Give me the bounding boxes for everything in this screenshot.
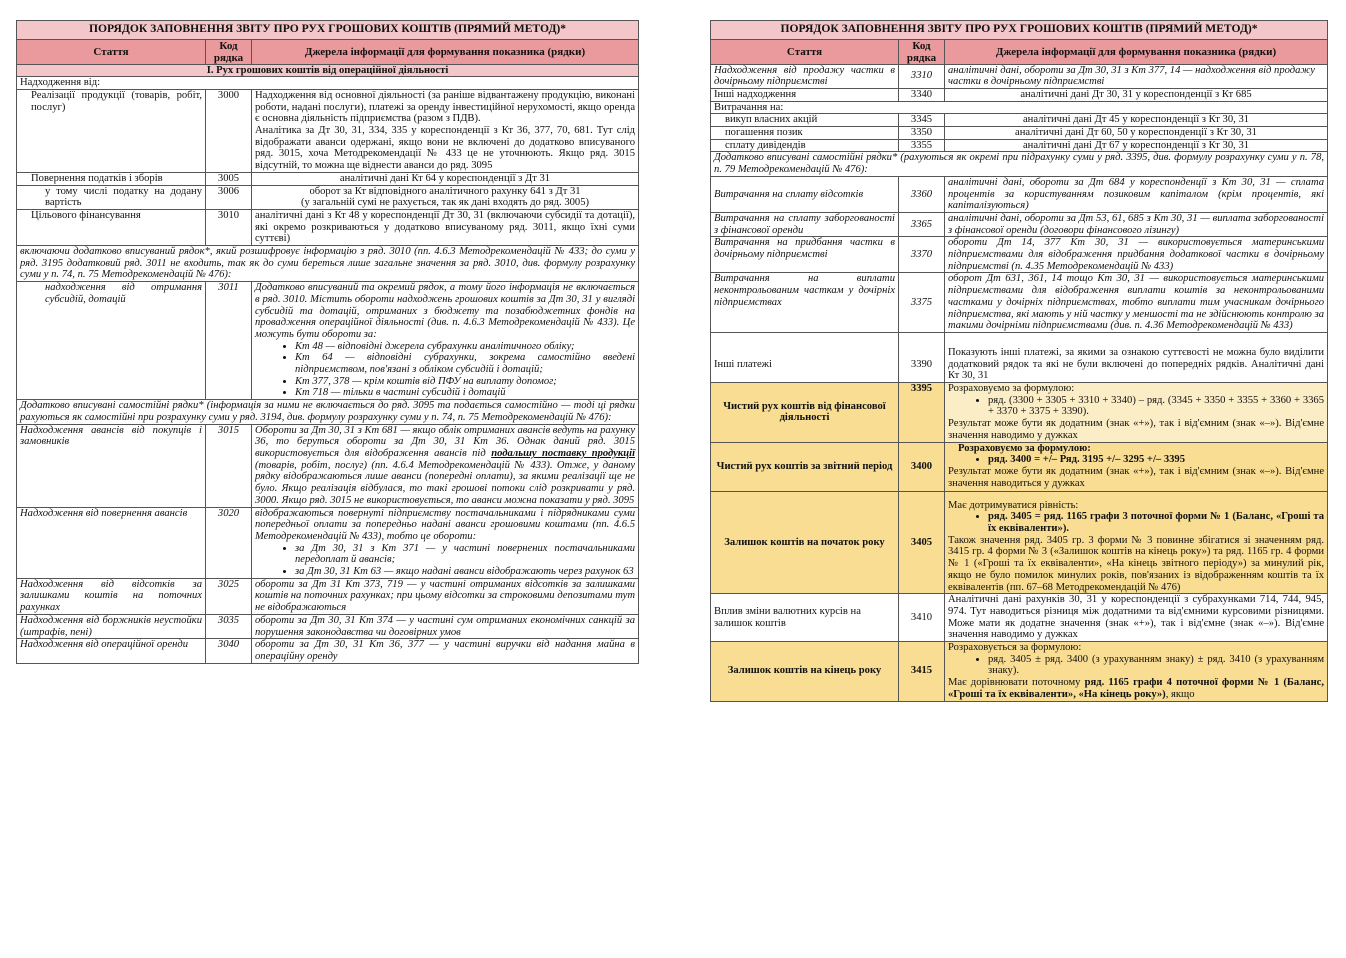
list-item: • Кт 377, 378 — крім коштів від ПФУ на виплату допомог;: [295, 376, 635, 388]
row-source: аналітичні дані Дт 67 у кореспонденції з Кт 30, 31: [945, 139, 1328, 152]
row-source-text: Результат може бути як додатним (знак «+»), так і від'ємним (знак «–»). Від'ємне значення наводимо у дужках: [948, 418, 1325, 441]
row-name: Реалізації продукції (товарів, робіт, послуг): [17, 89, 206, 172]
row-source: обороти за Дт 31 Кт 373, 719 — у частині отриманих відсотків за залишками коштів на поточних рахунках; при цьому відсотки за строковими депозитами тут не відображаються: [252, 578, 639, 614]
list-item: • ряд. (3300 + 3305 + 3310 + 3340) – ряд. (3345 + 3350 + 3355 + 3360 + 3365 + 3370 + 3375 + 3390).: [988, 395, 1324, 418]
right-header-code: Код рядка: [899, 39, 945, 64]
row-code: 3370: [899, 237, 945, 273]
table-row: [711, 212, 1328, 236]
row-name: Цільового фінансування: [17, 209, 206, 245]
row-source: [252, 185, 639, 209]
table-row: [711, 442, 1328, 491]
row-name: викуп власних акцій: [711, 114, 899, 127]
row-source-text: Результат може бути як додатним (знак «+»), так і від'ємним (знак «–»). Від'ємне значення наводиться у дужках: [948, 466, 1325, 489]
row-source-text: оборот за Кт відповідного аналітичного рахунку 641 з Дт 31: [309, 185, 581, 197]
row-source-text: Розраховуємо за формулою:: [958, 442, 1091, 454]
row-source-text: Має дорівнювати поточному: [948, 677, 1081, 689]
row-source: [945, 491, 1328, 594]
list-item: • за Дт 30, 31 Кт 63 — якщо надані аванси відображають через рахунок 63: [295, 566, 635, 578]
left-title: ПОРЯДОК ЗАПОВНЕННЯ ЗВІТУ ПРО РУХ ГРОШОВИХ КОШТІВ (ПРЯМИЙ МЕТОД)*: [17, 21, 639, 40]
bullet-list: [948, 511, 1324, 534]
table-row: [711, 139, 1328, 152]
row-source: Показують інші платежі, за якими за ознакою суттєвості не можна було виділити додатковий рядок та які не були включені до попередніх рядків. Аналітичні дані Кт 30, 31: [945, 332, 1328, 382]
table-row: [711, 176, 1328, 212]
row-name: Надходження від операційної оренди: [17, 639, 206, 663]
row-code: 3005: [206, 172, 252, 185]
row-name: Повернення податків і зборів: [17, 172, 206, 185]
row-source-text: (у загальній сумі не рахується, так як дані входять до ряд. 3005): [300, 197, 590, 209]
row-code: 3390: [899, 332, 945, 382]
row-code: 3000: [206, 89, 252, 172]
row-source-emphasis: подальшу поставку продукції: [491, 448, 636, 459]
list-item: • ряд. 3405 ± ряд. 3400 (з урахуванням знаку) ± ряд. 3410 (з урахуванням знаку).: [988, 654, 1324, 677]
row-name: Надходження від продажу частки в дочірньому підприємстві: [711, 64, 899, 88]
bullet-list: [255, 341, 635, 400]
row-name: погашення позик: [711, 127, 899, 140]
row-code: 3020: [206, 507, 252, 578]
table-row: [711, 273, 1328, 333]
right-title: ПОРЯДОК ЗАПОВНЕННЯ ЗВІТУ ПРО РУХ ГРОШОВИХ КОШТІВ (ПРЯМИЙ МЕТОД)*: [711, 21, 1328, 40]
row-source: аналітичні дані, обороти за Дт 53, 61, 685 з Кт 30, 31 — виплата заборгованості з фінансової оренди (договори фінансового лізингу): [945, 212, 1328, 236]
table-row: [17, 172, 639, 185]
row-source: [945, 383, 1328, 443]
table-row: [711, 88, 1328, 101]
expense-label: Витрачання на:: [711, 101, 1328, 114]
row-source-text: Аналітика за Дт 30, 31, 334, 335 у кореспонденції з Кт 36, 377, 70, 681. Тут слід відображати аванси одержані, якщо вони не включені до додатково вписуваного ряд. 3015, хоча Методрекомендації № 433 це не уточнюють. Якщо ряд. 3015 відсутній, то можна ще віднести аванси до ряд. 3095: [255, 125, 636, 172]
table-row: [711, 127, 1328, 140]
note-additional: Додатково вписувані самостійні рядки* (інформація за ними не включається до ряд. 3095 та подається самостійно — тоді ці рядки рахуються як самостійні при розрахунку суми у ряд. 3194, див. формулу розрахунку суми у п. 74, п. 75 Методрекомендацій № 476):: [17, 400, 639, 424]
row-code: 3310: [899, 64, 945, 88]
row-name: Витрачання на сплату відсотків: [711, 176, 899, 212]
list-item: • Кт 64 — відповідні субрахунки, зокрема самостійно введені підприємством, пов'язані з обліком субсидій і дотацій;: [295, 352, 635, 375]
note-3011: включаючи додатково вписуваний рядок*, який розшифровує інформацію з ряд. 3010 (пп. 4.6.3 Методрекомендацій № 433; до суми у ряд. 3195 додатковий ряд. 3011 не входить, так як до суми береться лише загальне значення за ряд. 3010, див. формулу розрахунку суми у п. 74, п. 75 Методрекомендацій № 476):: [17, 246, 639, 282]
row-code: 3360: [899, 176, 945, 212]
row-name: Чистий рух коштів за звітний період: [711, 442, 899, 491]
row-source: аналітичні дані Дт 60, 50 у кореспонденції з Кт 30, 31: [945, 127, 1328, 140]
row-code: 3040: [206, 639, 252, 663]
row-code: 3365: [899, 212, 945, 236]
row-code: 3010: [206, 209, 252, 245]
table-row: [711, 332, 1328, 382]
right-table: [710, 20, 1328, 702]
row-source: [252, 424, 639, 507]
row-code: 3400: [899, 442, 945, 491]
table-row: [711, 491, 1328, 594]
table-row: [17, 424, 639, 507]
row-source: обороти за Дт 30, 31 Кт 374 — у частині сум отриманих економічних санкцій за порушення законодавства чи договірних умов: [252, 614, 639, 638]
income-label: Надходження від:: [17, 77, 639, 90]
row-source-text: Обороти за Дт 30, 31 з Кт 681 — якщо облік отриманих авансів ведуть на рахунку 36, то беруться обороти за Дт 30, 31 Кт 36. Однак даний ряд. 3015 використовується для відображення авансів під: [255, 424, 636, 459]
section-operating: I. Рух грошових коштів від операційної діяльності: [17, 64, 639, 77]
row-source: обороти за Дт 30, 31 Кт 36, 377 — у частині виручки від надання майна в операційну оренду: [252, 639, 639, 663]
row-name: Витрачання на сплату заборгованості з фінансової оренди: [711, 212, 899, 236]
row-name: Надходження від повернення авансів: [17, 507, 206, 578]
row-source: аналітичні дані Дт 45 у кореспонденції з Кт 30, 31: [945, 114, 1328, 127]
left-header-sources: Джерела інформації для формування показника (рядки): [252, 39, 639, 64]
row-source-text: (товарів, робіт, послуг) (пп. 4.6.4 Методрекомендацій № 433). Отже, у даному рядку відображаються лише аванси (попередні оплати), за якими реалізації ще не було. Якщо реалізація відбулася, то такі грошові потоки слід розкривати у ряд. 3000. Якщо ряд. 3015 не використовується, то аванси можна показати у ряд. 3095: [255, 459, 636, 506]
row-code: 3006: [206, 185, 252, 209]
table-row: [711, 114, 1328, 127]
table-row: [17, 89, 639, 172]
row-source-text: [948, 677, 1324, 700]
row-name: Витрачання на виплати неконтрольованим часткам у дочірніх підприємствах: [711, 273, 899, 333]
row-code: 3415: [899, 642, 945, 702]
row-name: Надходження від відсотків за залишками коштів на поточних рахунках: [17, 578, 206, 614]
list-item: • Кт 718 — тільки в частині субсидій і дотацій: [295, 387, 635, 399]
table-row: [711, 383, 1328, 443]
row-code: 3410: [899, 594, 945, 642]
table-row: [711, 64, 1328, 88]
row-code: 3375: [899, 273, 945, 333]
table-row: [711, 237, 1328, 273]
row-source: оборот Дт 631, 361, 14 тощо Кт 30, 31 — використовується материнськими підприємствами для відображення виплати коштів за неконтрольованими частками у дочірніх підприємствах, тобто виплати тим учасникам дочірнього підприємства, які мають у ній частку у меншості та не здійснюють контролю за такими дочірніми підприємствами (див. п. 4.36 Методрекомендацій № 433): [945, 273, 1328, 333]
row-source: аналітичні дані Кт 64 у кореспонденції з Дт 31: [252, 172, 639, 185]
right-header-article: Стаття: [711, 39, 899, 64]
row-name: Залишок коштів на кінець року: [711, 642, 899, 702]
row-name: Залишок коштів на початок року: [711, 491, 899, 594]
bullet-list: [255, 543, 635, 578]
row-name: надходження від отримання субсидій, дотацій: [17, 282, 206, 400]
row-code: 3035: [206, 614, 252, 638]
right-header-sources: Джерела інформації для формування показника (рядки): [945, 39, 1328, 64]
row-name: Чистий рух коштів від фінансової діяльності: [711, 383, 899, 443]
row-source: [252, 507, 639, 578]
row-source-emphasis: ряд. 1165 графи 4 поточної форми № 1 (Баланс, «Гроші та їх еквіваленти», «На кінець року»): [948, 677, 1325, 700]
row-name: Вплив зміни валютних курсів на залишок коштів: [711, 594, 899, 642]
list-item: • за Дт 30, 31 з Кт 371 — у частині повернених постачальниками передоплат й авансів;: [295, 543, 635, 566]
table-row: [17, 185, 639, 209]
row-name: Інші надходження: [711, 88, 899, 101]
row-source: аналітичні дані, обороти за Дт 684 у кореспонденції з Кт 30, 31 — сплата процентів за користуванням позиковим капіталом (крім процентів, які капіталізуються): [945, 176, 1328, 212]
left-header-code: Код рядка: [206, 39, 252, 64]
row-name: Інші платежі: [711, 332, 899, 382]
row-code: 3340: [899, 88, 945, 101]
row-code: 3011: [206, 282, 252, 400]
row-code: 3350: [899, 127, 945, 140]
left-page: [16, 20, 638, 664]
table-row: [17, 639, 639, 663]
row-code: 3405: [899, 491, 945, 594]
row-source: [252, 89, 639, 172]
row-source-text: Розраховуємо за формулою:: [948, 383, 1075, 395]
row-source: Аналітичні дані рахунків 30, 31 у кореспонденції з субрахунками 714, 744, 945, 974. Тут наводиться різниця між додатними та від'ємними курсовими різницями. Може мати як додатне значення (знак «+»), так і від'ємне (знак «–»). Від'ємне значення наводимо у дужках: [945, 594, 1328, 642]
table-row: [711, 594, 1328, 642]
list-item: • ряд. 3405 = ряд. 1165 графи 3 поточної форми № 1 (Баланс, «Гроші та їх еквіваленти»).: [988, 511, 1324, 534]
row-source: обороти Дт 14, 377 Кт 30, 31 — використовується материнськими підприємствами для відображення придбання додаткової частки в дочірньому підприємстві (п. 4.35 Методрекомендацій № 433): [945, 237, 1328, 273]
row-source: [252, 282, 639, 400]
row-source: [945, 442, 1328, 491]
table-row: [17, 614, 639, 638]
row-name: у тому числі податку на додану вартість: [17, 185, 206, 209]
row-source: [945, 642, 1328, 702]
row-source: аналітичні дані Дт 30, 31 у кореспонденції з Кт 685: [945, 88, 1328, 101]
list-item: • ряд. 3400 = +/– Ряд. 3195 +/– 3295 +/– 3395: [988, 454, 1324, 466]
row-source-text: Надходження від основної діяльності (за раніше відвантажену продукцію, виконані роботи, надані послуги), платежі за оренду інвестиційної нерухомості, якщо оренда є основна діяльність підприємства (разом з ПДВ).: [255, 89, 636, 125]
row-name: Надходження від боржників неустойки (штрафів, пені): [17, 614, 206, 638]
row-code: 3015: [206, 424, 252, 507]
list-item: • Кт 48 — відповідні джерела субрахунки аналітичного обліку;: [295, 341, 635, 353]
table-row: [17, 578, 639, 614]
left-header-article: Стаття: [17, 39, 206, 64]
row-name: сплату дивідендів: [711, 139, 899, 152]
table-row: [711, 642, 1328, 702]
bullet-list: [948, 454, 1324, 466]
row-source: аналітичні дані з Кт 48 у кореспонденції Дт 30, 31 (включаючи субсидії та дотації), які окремо розкриваються у додатково вписуваному ряд. 3011, якщо їхні суми суттєві): [252, 209, 639, 245]
bullet-list: [948, 395, 1324, 418]
row-source-text: Розраховується за формулою:: [948, 642, 1082, 654]
right-page: [710, 20, 1327, 702]
bullet-list: [948, 654, 1324, 677]
row-code: 3025: [206, 578, 252, 614]
row-name: Витрачання на придбання частки в дочірньому підприємстві: [711, 237, 899, 273]
row-source-text: Має дотримуватися рівність:: [948, 499, 1079, 511]
note-additional: Додатково вписувані самостійні рядки* (рахуються як окремі при підрахунку суми у ряд. 3395, див. формулу розрахунку суми у п. 78, п. 79 Методрекомендацій № 476):: [711, 152, 1328, 176]
row-code: 3355: [899, 139, 945, 152]
row-source-text: відображаються повернуті підприємству постачальниками і підрядниками суми попередньої оплати за попередньо надані аванси грошовими коштами (пп. 4.6.5 Методрекомендацій № 433), тобто це обороти:: [255, 507, 636, 542]
table-row: [17, 282, 639, 400]
row-source-text: , якщо: [1165, 688, 1195, 700]
row-name: Надходження авансів від покупців і замовників: [17, 424, 206, 507]
left-table: [16, 20, 639, 664]
row-source: аналітичні дані, обороти за Дт 30, 31 з Кт 377, 14 — надходження від продажу частки в дочірньому підприємстві: [945, 64, 1328, 88]
row-code: 3345: [899, 114, 945, 127]
table-row: [17, 209, 639, 245]
row-source-text: Додатково вписуваний та окремий рядок, а тому його інформація не включається в ряд. 3010. Містить обороти надходжень грошових коштів за Дт 30, 31 у вигляді субсидій та дотацій, отриманих з бюджету та позабюджетних фондів на провадження операційної діяльності (див. п. 4.6.3 Методрекомендацій № 433). Це можуть бути обороти за:: [255, 282, 636, 340]
row-code: 3395: [899, 383, 945, 443]
table-row: [17, 507, 639, 578]
row-source-text: Також значення ряд. 3405 гр. 3 форми № 3 повинне збігатися зі значенням ряд. 3415 гр. 4 форми № 3 («Залишок коштів на кінець року») та ряд. 1165 гр. 4 форми № 1 («Гроші та їх еквіваленти», «На кінець звітного періоду») за минулий рік, якщо не було помилок минулих років, пов'язаних із відображенням коштів та їх еквівалентів (пп. 67–68 Методрекомендацій № 476): [948, 534, 1325, 593]
